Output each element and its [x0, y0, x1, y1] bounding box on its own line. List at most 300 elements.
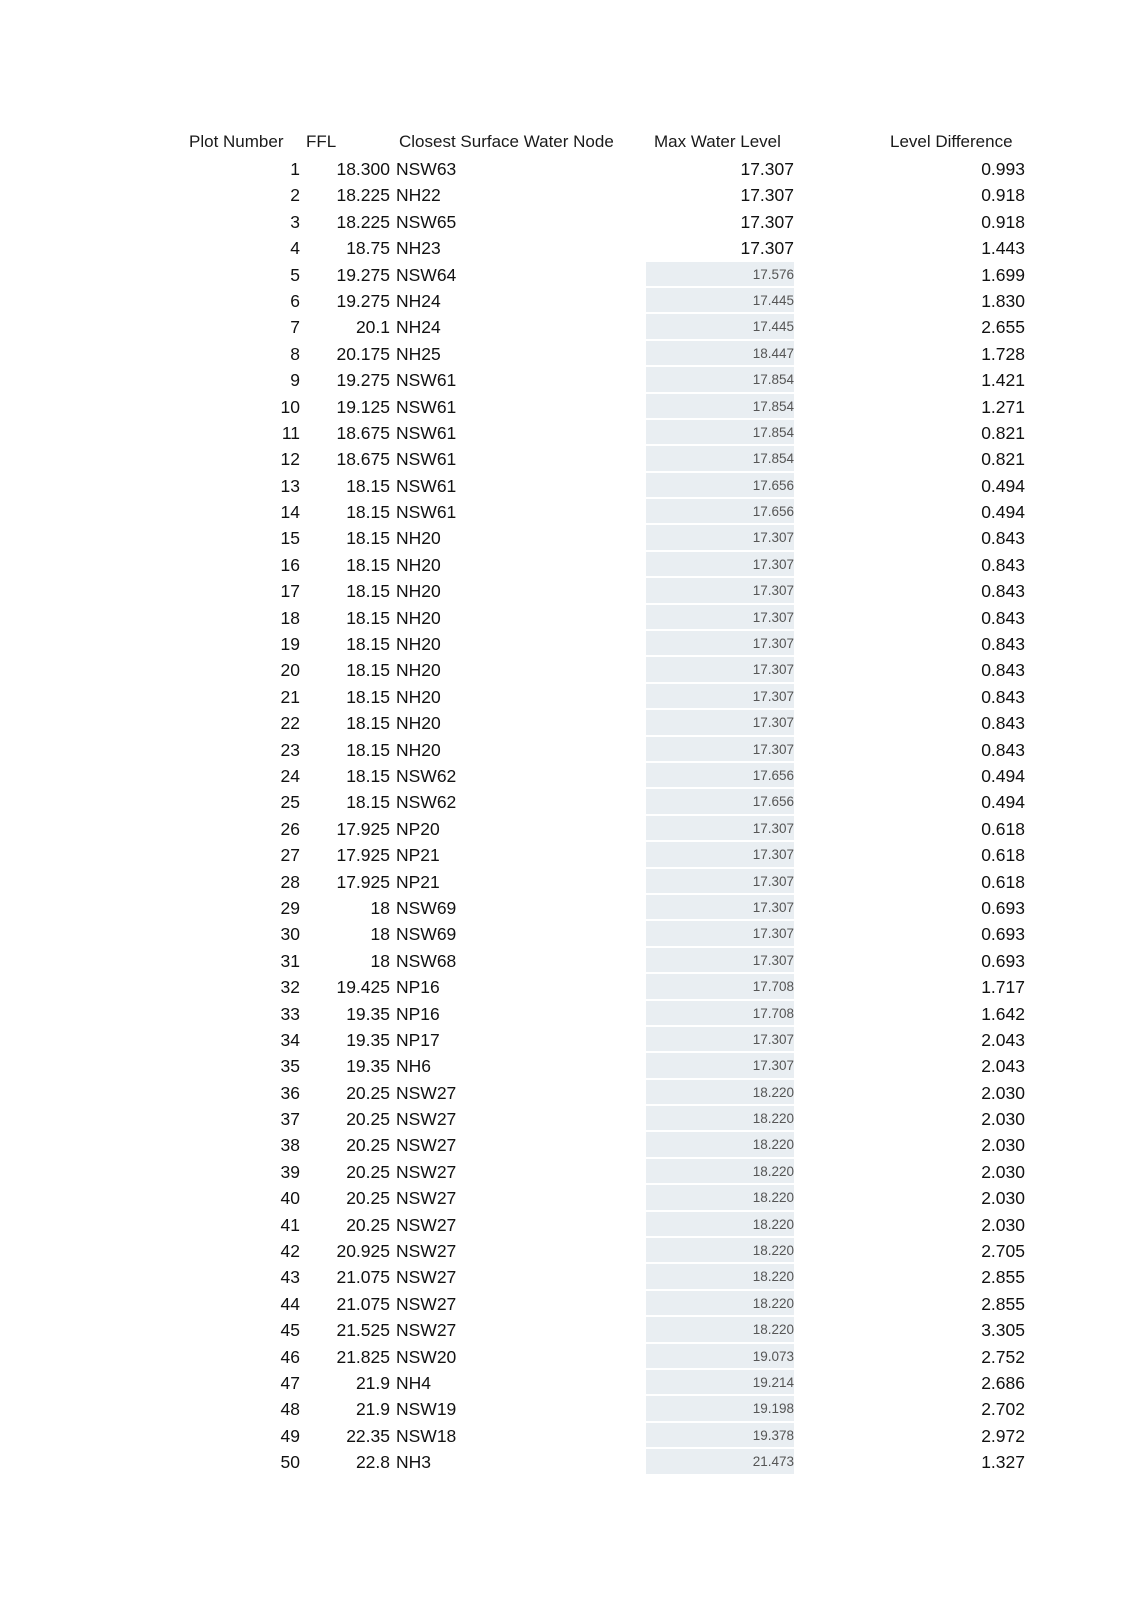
plot-number-cell: 25	[280, 792, 300, 813]
plot-number-cell: 45	[280, 1320, 300, 1341]
ffl-cell: 18	[370, 950, 390, 971]
plot-number-cell: 2	[290, 185, 300, 206]
plot-number-cell: 12	[280, 449, 300, 470]
ffl-cell: 19.275	[336, 290, 390, 311]
max-water-level-cell: 17.307	[646, 895, 794, 921]
table-row	[0, 182, 1131, 208]
max-water-level-cell: 18.220	[646, 1238, 794, 1264]
node-cell: NSW61	[396, 502, 457, 523]
level-difference-cell: 1.421	[981, 370, 1025, 391]
table-row	[0, 578, 1131, 604]
table-row	[0, 1344, 1131, 1370]
plot-number-cell: 38	[280, 1135, 300, 1156]
ffl-cell: 20.25	[346, 1161, 390, 1182]
node-cell: NSW27	[396, 1267, 457, 1288]
plot-number-cell: 23	[280, 739, 300, 760]
table-row	[0, 1291, 1131, 1317]
table-row	[0, 1317, 1131, 1343]
max-water-level-cell: 17.307	[740, 238, 794, 259]
table-row	[0, 235, 1131, 261]
node-cell: NH20	[396, 739, 441, 760]
plot-number-cell: 7	[290, 317, 300, 338]
plot-number-cell: 19	[280, 634, 300, 655]
level-difference-cell: 0.693	[981, 950, 1025, 971]
max-water-level-cell: 17.854	[646, 367, 794, 393]
level-difference-cell: 2.855	[981, 1293, 1025, 1314]
ffl-cell: 18.15	[346, 607, 390, 628]
level-difference-cell: 2.030	[981, 1109, 1025, 1130]
max-water-level-cell: 18.220	[646, 1291, 794, 1317]
ffl-cell: 18.225	[336, 185, 390, 206]
node-cell: NSW68	[396, 950, 457, 971]
ffl-cell: 21.525	[336, 1320, 390, 1341]
node-cell: NSW69	[396, 897, 457, 918]
ffl-cell: 20.25	[346, 1188, 390, 1209]
node-cell: NH3	[396, 1452, 432, 1473]
node-cell: NH20	[396, 528, 441, 549]
plot-number-cell: 8	[290, 343, 300, 364]
max-water-level-cell: 17.307	[646, 605, 794, 631]
ffl-cell: 18.15	[346, 581, 390, 602]
node-cell: NH20	[396, 554, 441, 575]
node-cell: NSW27	[396, 1082, 457, 1103]
table-row	[0, 552, 1131, 578]
table-row	[0, 420, 1131, 446]
ffl-cell: 21.9	[355, 1372, 390, 1393]
node-cell: NSW64	[396, 264, 457, 285]
ffl-cell: 17.925	[336, 871, 390, 892]
level-difference-cell: 1.830	[981, 290, 1025, 311]
max-water-level-cell: 19.378	[646, 1423, 794, 1449]
plot-number-cell: 5	[290, 264, 300, 285]
level-difference-cell: 1.443	[981, 238, 1025, 259]
plot-number-cell: 31	[280, 950, 300, 971]
node-cell: NSW27	[396, 1188, 457, 1209]
plot-number-cell: 13	[280, 475, 300, 496]
level-difference-cell: 0.843	[981, 581, 1025, 602]
level-difference-cell: 2.030	[981, 1188, 1025, 1209]
table-row	[0, 948, 1131, 974]
ffl-cell: 21.075	[336, 1267, 390, 1288]
ffl-cell: 19.35	[346, 1003, 390, 1024]
node-cell: NSW62	[396, 765, 457, 786]
max-water-level-cell: 17.307	[740, 211, 794, 232]
ffl-cell: 18.15	[346, 713, 390, 734]
ffl-cell: 20.175	[336, 343, 390, 364]
node-cell: NH25	[396, 343, 441, 364]
table-row	[0, 842, 1131, 868]
level-difference-cell: 0.821	[981, 422, 1025, 443]
level-difference-cell: 2.702	[981, 1399, 1025, 1420]
node-cell: NP16	[396, 977, 440, 998]
plot-number-cell: 22	[280, 713, 300, 734]
max-water-level-cell: 17.708	[646, 1001, 794, 1027]
ffl-cell: 18.15	[346, 739, 390, 760]
level-difference-cell: 0.843	[981, 713, 1025, 734]
plot-number-cell: 32	[280, 977, 300, 998]
ffl-cell: 20.925	[336, 1241, 390, 1262]
ffl-cell: 21.9	[355, 1399, 390, 1420]
plot-number-cell: 48	[280, 1399, 300, 1420]
table-row	[0, 1212, 1131, 1238]
table-row	[0, 1080, 1131, 1106]
level-difference-cell: 0.843	[981, 686, 1025, 707]
level-difference-cell: 2.752	[981, 1346, 1025, 1367]
ffl-cell: 18.15	[346, 554, 390, 575]
ffl-cell: 18.225	[336, 211, 390, 232]
max-water-level-cell: 18.447	[646, 341, 794, 367]
max-water-level-cell: 17.307	[740, 159, 794, 179]
max-water-level-cell: 17.307	[646, 631, 794, 657]
table-row	[0, 394, 1131, 420]
ffl-cell: 18.15	[346, 634, 390, 655]
ffl-cell: 21.825	[336, 1346, 390, 1367]
plot-number-cell: 46	[280, 1346, 300, 1367]
table-row	[0, 1106, 1131, 1132]
node-cell: NSW27	[396, 1109, 457, 1130]
table-row	[0, 1053, 1131, 1079]
max-water-level-cell: 17.307	[646, 737, 794, 763]
max-water-level-cell: 18.220	[646, 1264, 794, 1290]
node-cell: NSW20	[396, 1346, 457, 1367]
plot-number-cell: 30	[280, 924, 300, 945]
max-water-level-cell: 18.220	[646, 1185, 794, 1211]
plot-number-cell: 11	[281, 422, 300, 443]
table-row	[0, 816, 1131, 842]
plot-number-cell: 47	[280, 1372, 300, 1393]
ffl-cell: 20.1	[355, 317, 390, 338]
table-row	[0, 789, 1131, 815]
table-row	[0, 1027, 1131, 1053]
table-row	[0, 1185, 1131, 1211]
table-row	[0, 1396, 1131, 1422]
max-water-level-cell: 17.445	[646, 314, 794, 340]
node-cell: NH20	[396, 607, 441, 628]
max-water-level-cell: 19.073	[646, 1344, 794, 1370]
ffl-cell: 18	[370, 924, 390, 945]
max-water-level-cell: 18.220	[646, 1080, 794, 1106]
ffl-cell: 21.075	[336, 1293, 390, 1314]
plot-number-cell: 27	[280, 845, 300, 866]
level-difference-cell: 0.821	[981, 449, 1025, 470]
table-row	[0, 895, 1131, 921]
level-difference-cell: 2.030	[981, 1082, 1025, 1103]
node-cell: NP21	[396, 871, 440, 892]
node-cell: NP21	[396, 845, 440, 866]
max-water-level-cell: 17.307	[646, 1053, 794, 1079]
max-water-level-cell: 17.307	[646, 1027, 794, 1053]
ffl-cell: 20.25	[346, 1214, 390, 1235]
plot-number-cell: 26	[280, 818, 300, 839]
level-difference-cell: 0.618	[981, 845, 1025, 866]
plot-number-cell: 10	[280, 396, 300, 417]
table-row	[0, 341, 1131, 367]
node-cell: NSW61	[396, 396, 457, 417]
data-table	[0, 156, 1131, 1476]
ffl-cell: 18	[370, 897, 390, 918]
table-row	[0, 605, 1131, 631]
max-water-level-cell: 17.307	[646, 578, 794, 604]
max-water-level-cell: 17.854	[646, 420, 794, 446]
plot-number-cell: 15	[280, 528, 300, 549]
node-cell: NH24	[396, 317, 441, 338]
table-row	[0, 710, 1131, 736]
table-row	[0, 921, 1131, 947]
table-row	[0, 288, 1131, 314]
node-cell: NH6	[396, 1056, 432, 1077]
ffl-cell: 20.25	[346, 1109, 390, 1130]
node-cell: NP17	[396, 1029, 440, 1050]
node-cell: NSW61	[396, 422, 457, 443]
ffl-cell: 18.15	[346, 528, 390, 549]
max-water-level-cell: 17.307	[646, 842, 794, 868]
plot-number-cell: 40	[280, 1188, 300, 1209]
table-row	[0, 1132, 1131, 1158]
level-difference-cell: 2.043	[981, 1029, 1025, 1050]
node-cell: NH23	[396, 238, 441, 259]
level-difference-cell: 0.693	[981, 897, 1025, 918]
table-row	[0, 499, 1131, 525]
max-water-level-cell: 17.656	[646, 789, 794, 815]
table-row	[0, 473, 1131, 499]
ffl-cell: 19.35	[346, 1056, 390, 1077]
table-row	[0, 1238, 1131, 1264]
header-max-water-level: Max Water Level	[654, 132, 781, 151]
level-difference-cell: 2.043	[981, 1056, 1025, 1077]
node-cell: NSW62	[396, 792, 457, 813]
table-row	[0, 631, 1131, 657]
ffl-cell: 18.15	[346, 502, 390, 523]
plot-number-cell: 35	[280, 1056, 300, 1077]
max-water-level-cell: 17.307	[646, 921, 794, 947]
ffl-cell: 18.15	[346, 792, 390, 813]
plot-number-cell: 29	[280, 897, 300, 918]
table-row	[0, 156, 1131, 182]
node-cell: NSW27	[396, 1135, 457, 1156]
plot-number-cell: 49	[280, 1425, 300, 1446]
ffl-cell: 19.275	[336, 370, 390, 391]
header-ffl: FFL	[306, 132, 337, 151]
ffl-cell: 17.925	[336, 845, 390, 866]
max-water-level-cell: 18.220	[646, 1106, 794, 1132]
level-difference-cell: 0.843	[981, 607, 1025, 628]
max-water-level-cell: 17.656	[646, 763, 794, 789]
ffl-cell: 18.75	[346, 238, 390, 259]
ffl-cell: 18.675	[336, 449, 390, 470]
table-row	[0, 763, 1131, 789]
plot-number-cell: 43	[280, 1267, 300, 1288]
level-difference-cell: 0.494	[981, 475, 1025, 496]
node-cell: NSW27	[396, 1214, 457, 1235]
table-row	[0, 1001, 1131, 1027]
max-water-level-cell: 21.473	[646, 1449, 794, 1475]
node-cell: NP16	[396, 1003, 440, 1024]
level-difference-cell: 0.494	[981, 792, 1025, 813]
max-water-level-cell: 17.854	[646, 394, 794, 420]
level-difference-cell: 3.305	[981, 1320, 1025, 1341]
level-difference-cell: 1.271	[981, 396, 1025, 417]
level-difference-cell: 0.494	[981, 502, 1025, 523]
max-water-level-cell: 17.307	[646, 657, 794, 683]
max-water-level-cell: 17.307	[646, 525, 794, 551]
node-cell: NSW19	[396, 1399, 457, 1420]
level-difference-cell: 0.843	[981, 739, 1025, 760]
level-difference-cell: 2.030	[981, 1135, 1025, 1156]
max-water-level-cell: 17.708	[646, 974, 794, 1000]
level-difference-cell: 2.655	[981, 317, 1025, 338]
ffl-cell: 19.425	[336, 977, 390, 998]
level-difference-cell: 0.993	[981, 159, 1025, 179]
table-row	[0, 1449, 1131, 1475]
plot-number-cell: 1	[290, 159, 300, 179]
node-cell: NH24	[396, 290, 441, 311]
table-row	[0, 1423, 1131, 1449]
max-water-level-cell: 17.445	[646, 288, 794, 314]
node-cell: NH20	[396, 660, 441, 681]
ffl-cell: 18.15	[346, 765, 390, 786]
max-water-level-cell: 18.220	[646, 1317, 794, 1343]
level-difference-cell: 0.618	[981, 818, 1025, 839]
ffl-cell: 22.35	[346, 1425, 390, 1446]
level-difference-cell: 0.693	[981, 924, 1025, 945]
max-water-level-cell: 18.220	[646, 1132, 794, 1158]
header-level-difference: Level Difference	[890, 132, 1013, 151]
level-difference-cell: 2.972	[981, 1425, 1025, 1446]
max-water-level-cell: 18.220	[646, 1212, 794, 1238]
plot-number-cell: 39	[280, 1161, 300, 1182]
plot-number-cell: 42	[280, 1241, 300, 1262]
node-cell: NH20	[396, 581, 441, 602]
plot-number-cell: 44	[280, 1293, 300, 1314]
node-cell: NH20	[396, 686, 441, 707]
level-difference-cell: 2.686	[981, 1372, 1025, 1393]
plot-number-cell: 6	[290, 290, 300, 311]
ffl-cell: 19.125	[336, 396, 390, 417]
ffl-cell: 19.275	[336, 264, 390, 285]
level-difference-cell: 0.843	[981, 528, 1025, 549]
max-water-level-cell: 19.198	[646, 1396, 794, 1422]
plot-number-cell: 20	[280, 660, 300, 681]
plot-number-cell: 50	[280, 1452, 300, 1473]
node-cell: NSW27	[396, 1161, 457, 1182]
max-water-level-cell: 17.656	[646, 473, 794, 499]
node-cell: NSW18	[396, 1425, 457, 1446]
table-row	[0, 737, 1131, 763]
plot-number-cell: 33	[280, 1003, 300, 1024]
plot-number-cell: 28	[280, 871, 300, 892]
plot-number-cell: 3	[290, 211, 300, 232]
node-cell: NSW69	[396, 924, 457, 945]
plot-number-cell: 41	[280, 1214, 300, 1235]
plot-number-cell: 37	[280, 1109, 300, 1130]
level-difference-cell: 0.618	[981, 871, 1025, 892]
max-water-level-cell: 17.656	[646, 499, 794, 525]
plot-number-cell: 18	[280, 607, 300, 628]
max-water-level-cell: 18.220	[646, 1159, 794, 1185]
max-water-level-cell: 17.307	[646, 710, 794, 736]
node-cell: NH20	[396, 634, 441, 655]
table-row	[0, 1264, 1131, 1290]
table-row	[0, 869, 1131, 895]
ffl-cell: 20.25	[346, 1135, 390, 1156]
max-water-level-cell: 17.307	[646, 948, 794, 974]
node-cell: NSW63	[396, 159, 457, 179]
node-cell: NH20	[396, 713, 441, 734]
ffl-cell: 18.15	[346, 660, 390, 681]
max-water-level-cell: 17.307	[646, 869, 794, 895]
level-difference-cell: 0.494	[981, 765, 1025, 786]
max-water-level-cell: 17.307	[740, 185, 794, 206]
table-row	[0, 974, 1131, 1000]
max-water-level-cell: 17.307	[646, 684, 794, 710]
max-water-level-cell: 17.854	[646, 446, 794, 472]
plot-number-cell: 24	[280, 765, 300, 786]
max-water-level-cell: 17.307	[646, 552, 794, 578]
level-difference-cell: 1.699	[981, 264, 1025, 285]
node-cell: NSW27	[396, 1241, 457, 1262]
level-difference-cell: 0.843	[981, 660, 1025, 681]
ffl-cell: 18.300	[336, 159, 390, 179]
node-cell: NH4	[396, 1372, 432, 1393]
table-row	[0, 262, 1131, 288]
table-row	[0, 446, 1131, 472]
level-difference-cell: 0.918	[981, 185, 1025, 206]
ffl-cell: 18.675	[336, 422, 390, 443]
table-row	[0, 1370, 1131, 1396]
level-difference-cell: 0.843	[981, 554, 1025, 575]
level-difference-cell: 2.030	[981, 1161, 1025, 1182]
level-difference-cell: 2.705	[981, 1241, 1025, 1262]
ffl-cell: 18.15	[346, 686, 390, 707]
table-row	[0, 684, 1131, 710]
table-row	[0, 657, 1131, 683]
level-difference-cell: 2.855	[981, 1267, 1025, 1288]
table-row	[0, 314, 1131, 340]
ffl-cell: 18.15	[346, 475, 390, 496]
level-difference-cell: 2.030	[981, 1214, 1025, 1235]
level-difference-cell: 0.843	[981, 634, 1025, 655]
node-cell: NSW65	[396, 211, 457, 232]
plot-number-cell: 14	[280, 502, 300, 523]
level-difference-cell: 1.642	[981, 1003, 1025, 1024]
table-row	[0, 1159, 1131, 1185]
plot-number-cell: 16	[280, 554, 300, 575]
table-row	[0, 209, 1131, 235]
level-difference-cell: 1.327	[981, 1452, 1025, 1473]
header-plot-number: Plot Number	[189, 132, 284, 151]
node-cell: NSW61	[396, 475, 457, 496]
level-difference-cell: 1.717	[981, 977, 1025, 998]
ffl-cell: 19.35	[346, 1029, 390, 1050]
node-cell: NH22	[396, 185, 441, 206]
node-cell: NSW61	[396, 449, 457, 470]
level-difference-cell: 0.918	[981, 211, 1025, 232]
plot-number-cell: 21	[280, 686, 300, 707]
table-row	[0, 525, 1131, 551]
max-water-level-cell: 17.307	[646, 816, 794, 842]
node-cell: NSW27	[396, 1293, 457, 1314]
node-cell: NSW61	[396, 370, 457, 391]
node-cell: NSW27	[396, 1320, 457, 1341]
ffl-cell: 20.25	[346, 1082, 390, 1103]
plot-number-cell: 9	[290, 370, 300, 391]
table-row	[0, 367, 1131, 393]
header-closest-node: Closest Surface Water Node	[399, 132, 614, 151]
max-water-level-cell: 17.576	[646, 262, 794, 288]
ffl-cell: 17.925	[336, 818, 390, 839]
level-difference-cell: 1.728	[981, 343, 1025, 364]
plot-number-cell: 36	[280, 1082, 300, 1103]
